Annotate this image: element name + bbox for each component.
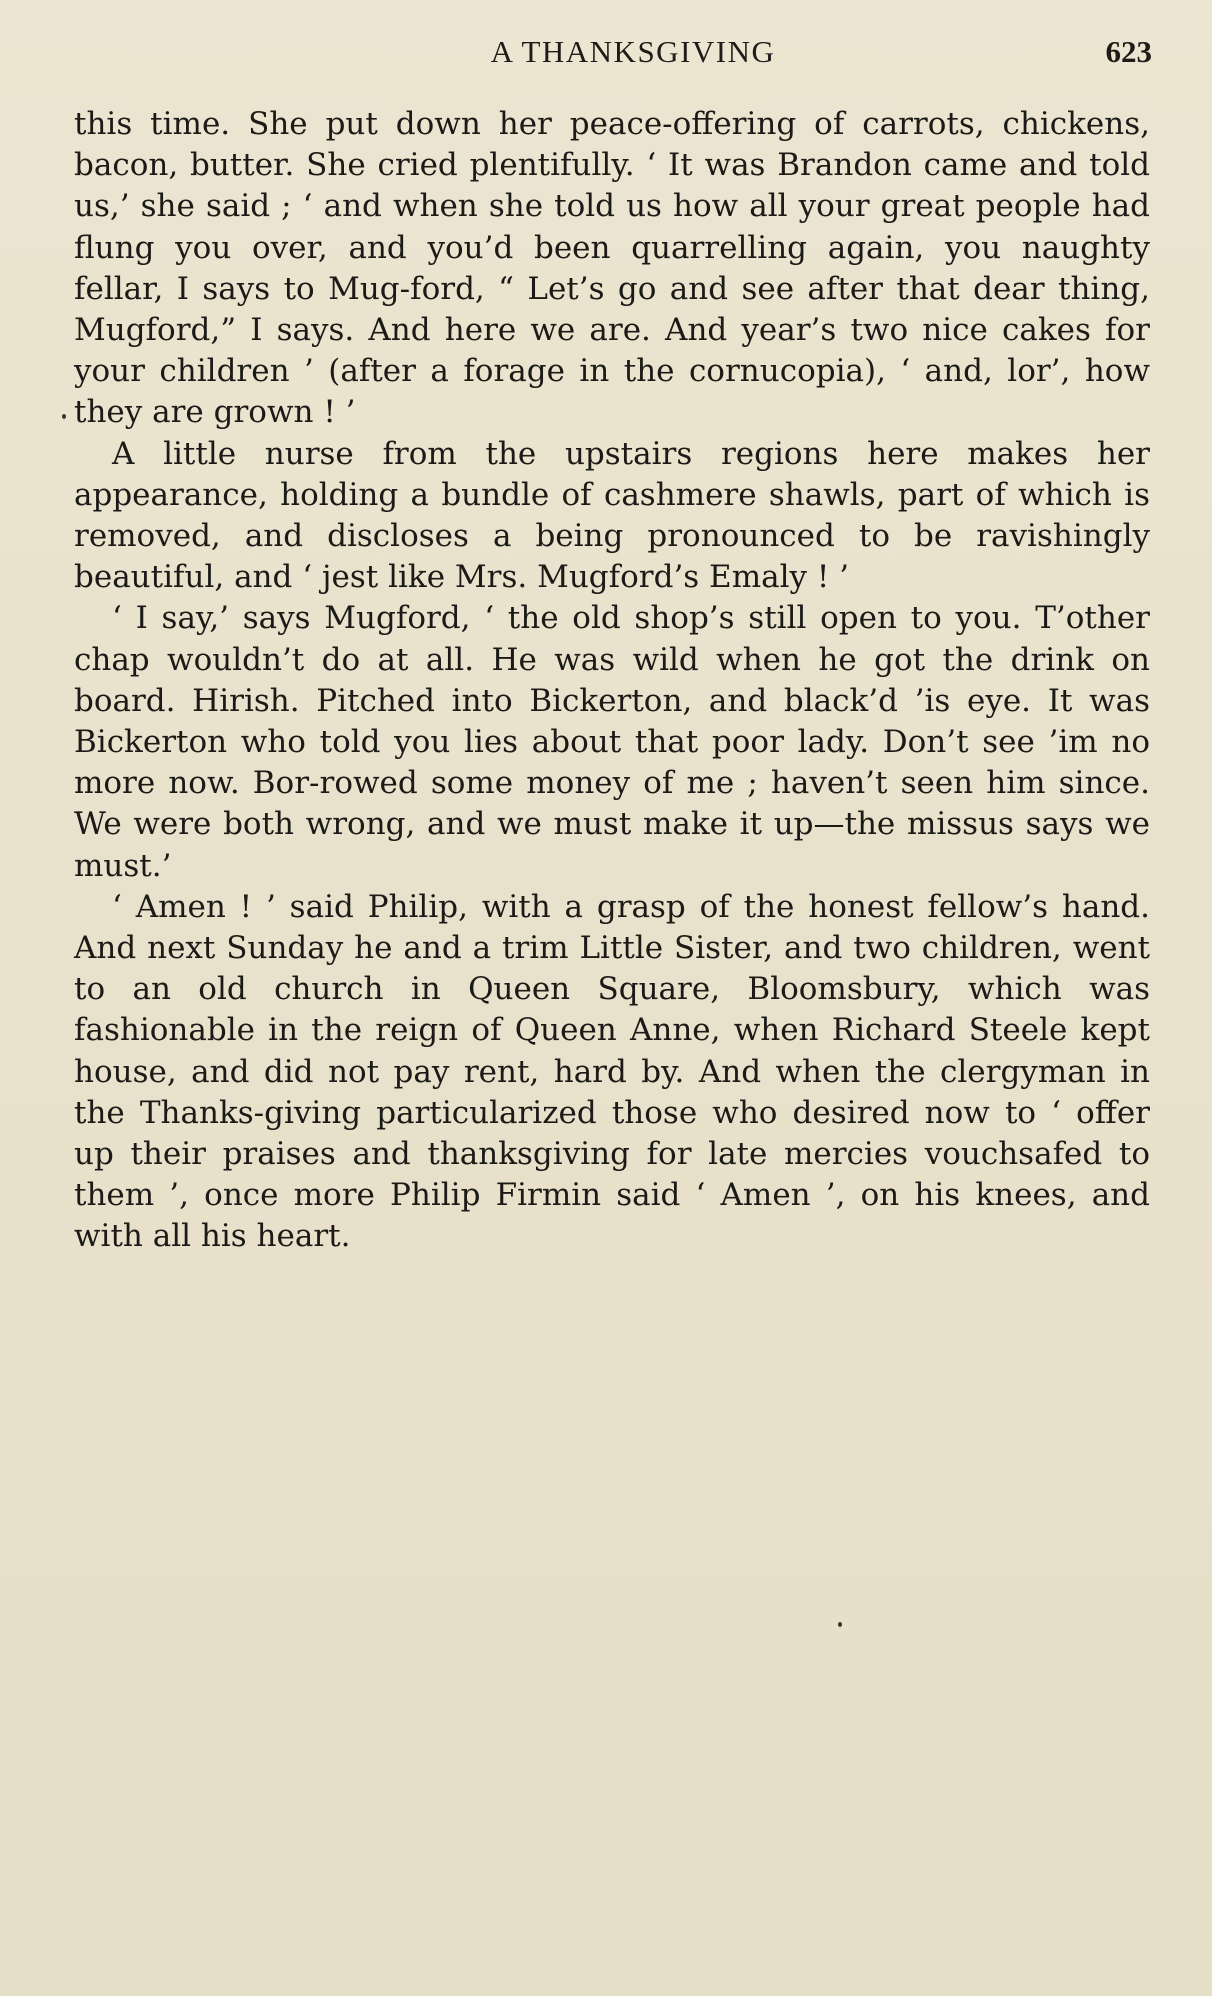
- paragraph-4: ‘ Amen ! ’ said Philip, with a grasp of the honest fellow’s hand. And next Sunday he and a trim Little Sister, and two children, went to an old church in Queen Square, Bloomsbury, which was fashionable in the reign of Queen Anne, when Richard Steele kept house, and did not pay rent, hard by. And when the clergyman in the Thanks-giving particularized those who desired now to ‘ offer up their praises and thanksgiving for late mercies vouchsafed to them ’, once more Philip Firmin said ‘ Amen ’, on his knees, and with all his heart.: [74, 888, 1150, 1255]
- paragraph-2: A little nurse from the upstairs regions here makes her appearance, holding a bundle of cashmere shawls, part of which is removed, and discloses a being pronounced to be ravishingly beautiful, and ‘ jest like Mrs. Mugford’s Emaly ! ’: [74, 435, 1150, 596]
- running-title: A THANKSGIVING: [490, 34, 776, 69]
- paragraph-1: this time. She put down her peace-offering of carrots, chickens, bacon, butter. She cried plentifully. ‘ It was Brandon came and told us,’ she said ; ‘ and when she told us how all your great people had flung you over, and you’d been quarrelling again, you naughty fellar, I says to Mug-ford, “ Let’s go and see after that dear thing, Mugford,” I says. And here we are. And year’s two nice cakes for your children ’ (after a forage in the cornucopia), ‘ and, lor’, how they are grown ! ’: [74, 106, 1150, 431]
- margin-speck: [62, 414, 66, 419]
- body-text: [74, 104, 1150, 1258]
- running-head: [74, 34, 1152, 74]
- paragraph-3: ‘ I say,’ says Mugford, ‘ the old shop’s still open to you. T’other chap wouldn’t do at all. He was wild when he got the drink on board. Hirish. Pitched into Bickerton, and black’d ’is eye. It was Bickerton who told you lies about that poor lady. Don’t see ’im no more now. Bor-rowed some money of me ; haven’t seen him since. We were both wrong, and we must make it up—the missus says we must.’: [74, 600, 1150, 884]
- page-speck: [838, 1622, 842, 1627]
- page-number: 623: [1105, 34, 1152, 69]
